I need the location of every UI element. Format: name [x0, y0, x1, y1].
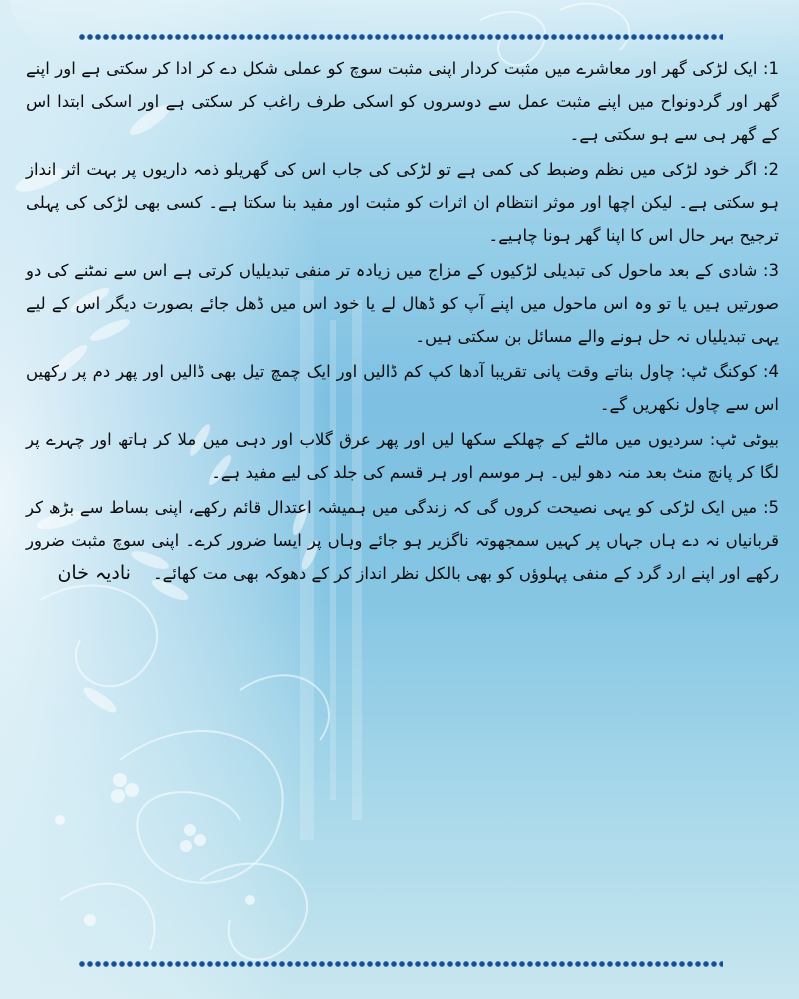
paragraph-2: 2: اگر خود لڑکی میں نظم وضبط کی کمی ہے تو لڑکی کی جاب اس کی گھریلو ذمہ داریوں پر بہت اثر انداز ہو سکتی ہے۔ لیکن اچھا اور موثر انتظام ان اثرات کو مثبت اور مفید بنا سکتا ہے۔ کسی بھی لڑکی کی پہلی ترجیح بہر حال اس کا اپنا گھر ہونا چاہیے۔	[26, 160, 779, 245]
bottom-dotted-divider	[78, 960, 723, 968]
paragraph-3: 3: شادی کے بعد ماحول کی تبدیلی لڑکیوں کے مزاج میں زیادہ تر منفی تبدیلیاں کرتی ہے اس سے نمٹنے کی دو صورتیں ہیں یا تو وہ اس ماحول میں اپنے آپ کو ڈھال لے یا خود اس میں ڈھل جائے بصورت دیگر اس کے لیے یہی تبدیلیاں نہ حل ہونے والے مسائل بن سکتی ہیں۔	[26, 261, 779, 346]
paragraph-beauty-tip: بیوٹی ٹپ: سردیوں میں مالٹے کے چھلکے سکھا لیں اور پھر عرق گلاب اور دہی میں ملا کر ہاتھ اور چہرے پر لگا کر پانچ منٹ بعد منہ دھو لیں۔ ہر موسم اور ہر قسم کی جلد کی لیے مفید ہے۔	[26, 430, 779, 482]
paragraph-5	[26, 491, 779, 590]
author-signature: نادیہ خان	[57, 562, 131, 584]
top-dotted-divider	[78, 33, 723, 41]
paragraph-5-text: 5: میں ایک لڑکی کو یہی نصیحت کروں گی کہ زندگی میں ہمیشہ اعتدال قائم رکھے، اپنی بساط سے بڑھ کر قربانیاں نہ دے ہاں جہاں پر کہیں سمجھوتہ ناگزیر ہو جائے وہاں پر ایسا ضرور کرے۔ اپنی سوچ مثبت ضرور رکھے اور اپنے ارد گرد کے منفی پہلوؤں کو بھی بالکل نظر انداز کر کے دھوکہ بھی مت کھائے۔	[26, 498, 779, 583]
paragraph-4-cooking-tip: 4: کوکنگ ٹپ: چاول بناتے وقت پانی تقریبا آدھا کپ کم ڈالیں اور ایک چمچ تیل بھی ڈالیں اور پھر دم پر رکھیں اس سے چاول نکھریں گے۔	[26, 362, 779, 414]
urdu-article	[26, 52, 779, 592]
paragraph-1: 1: ایک لڑکی گھر اور معاشرے میں مثبت کردار اپنی مثبت سوچ کو عملی شکل دے کر ادا کر سکتی ہے اور اپنے گھر اور گردونواح میں اپنے مثبت عمل سے دوسروں کو اسکی طرف راغب کر سکتی ہے اور اسکی ابتدا اس کے گھر ہی سے ہو سکتی ہے۔	[26, 59, 779, 144]
